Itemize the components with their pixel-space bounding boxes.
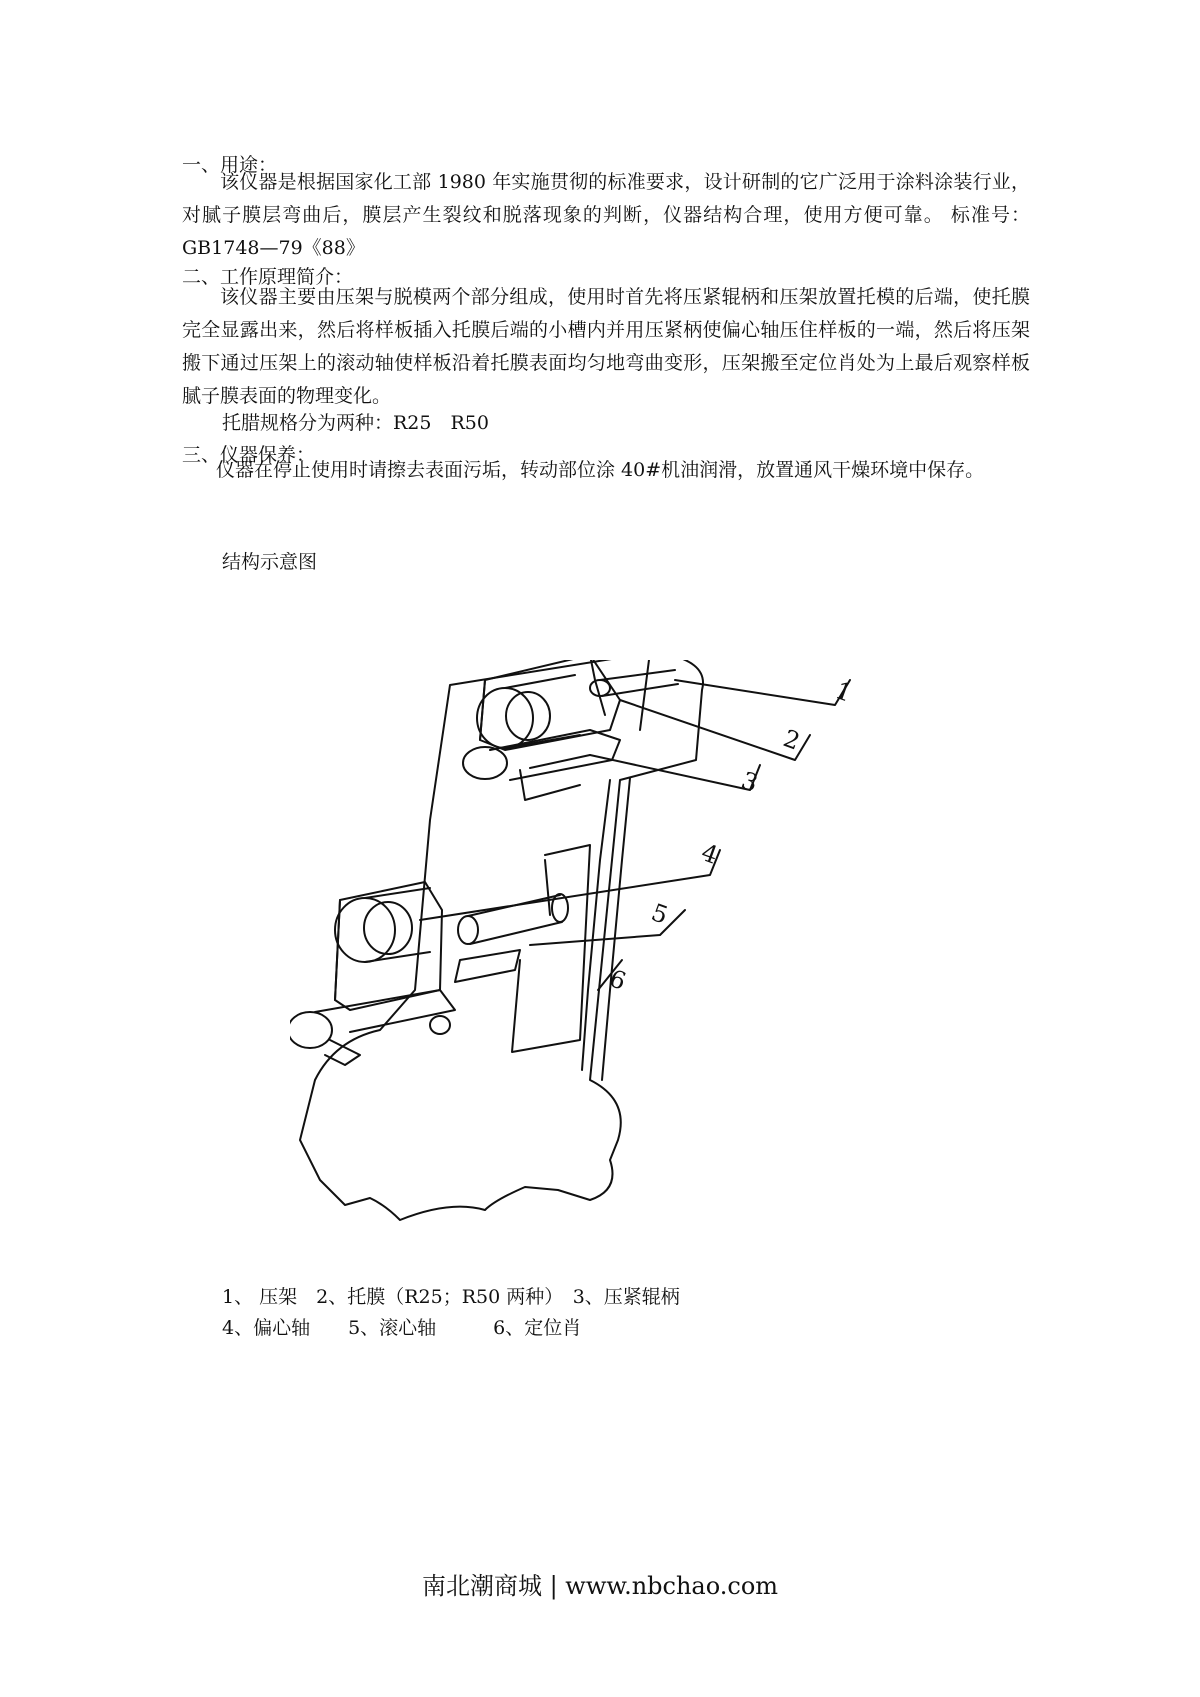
spec-line: 托腊规格分为两种：R25 R50 — [222, 412, 489, 434]
legend-line-1: 1、 压架 2、托膜（R25；R50 两种） 3、压紧辊柄 — [222, 1286, 680, 1308]
label-4: 4 — [697, 838, 722, 870]
principle-body: 该仪器主要由压架与脱模两个部分组成，使用时首先将压紧辊柄和压架放置托模的后端，使托膜完全显露出来，然后将样板插入托膜后端的小槽内并用压紧柄使偏心轴压住样板的一端，然后将压架搬下通过压架上的滚动轴使样板沿着托膜表面均匀地弯曲变形，压架搬至定位肖处为上最后观察样板腻子膜表面的物理变化。 — [182, 286, 1030, 407]
base-plate — [300, 660, 703, 1220]
principle-heading: 二、工作原理简介： — [182, 266, 354, 288]
label-3: 3 — [737, 766, 762, 798]
usage-body: 该仪器是根据国家化工部 1980 年实施贯彻的标准要求，设计研制的它广泛用于涂料涂装行业，对腻子膜层弯曲后，膜层产生裂纹和脱落现象的判断，仪器结构合理，使用方便可靠。 标准号：GB1748—79《88》 — [182, 171, 1030, 259]
label-6: 6 — [605, 964, 630, 996]
maintenance-body: 仪器在停止使用时请擦去表面污垢，转动部位涂 40#机油润滑，放置通风干燥环境中保存。 — [216, 459, 985, 481]
maintenance-heading: 三、仪器保养： — [182, 444, 316, 466]
diagram-caption: 结构示意图 — [222, 551, 318, 573]
label-2: 2 — [779, 724, 804, 756]
usage-heading: 一、用途： — [182, 154, 278, 176]
footer-watermark: 南北潮商城 | www.nbchao.com — [421, 1572, 779, 1600]
label-1: 1 — [831, 676, 856, 708]
label-5: 5 — [647, 898, 672, 930]
structure-diagram — [290, 660, 910, 1230]
legend-line-2: 4、偏心轴 5、滚心轴 6、定位肖 — [222, 1317, 582, 1339]
